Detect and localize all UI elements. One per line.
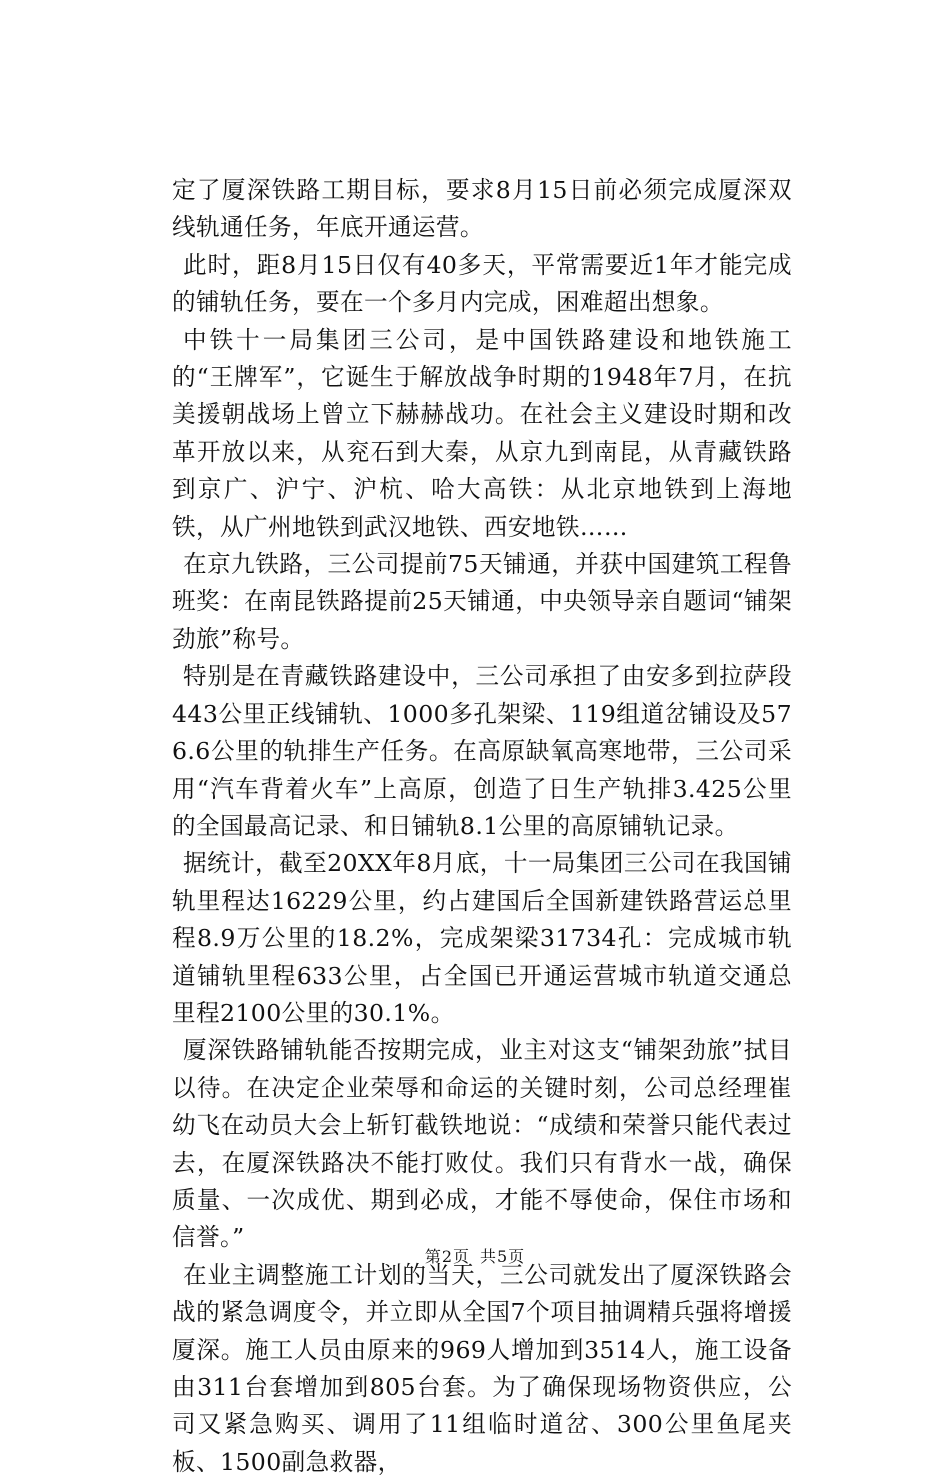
paragraph-3: 中铁十一局集团三公司，是中国铁路建设和地铁施工的“王牌军”，它诞生于解放战争时期的1948年7月，在抗美援朝战场上曾立下赫赫战功。在社会主义建设时期和改革开放以来，从兖石到大秦，从京九到南昆，从青藏铁路到京广、沪宁、沪杭、哈大高铁：从北京地铁到上海地铁，从广州地铁到武汉地铁、西安地铁…… [172, 325, 792, 541]
paragraph-4: 在京九铁路，三公司提前75天铺通，并获中国建筑工程鲁班奖：在南昆铁路提前25天铺通，中央领导亲自题词“铺架劲旅”称号。 [172, 550, 792, 653]
page-number: 第2页 [424, 1247, 470, 1266]
paragraph-5: 特别是在青藏铁路建设中，三公司承担了由安多到拉萨段443公里正线铺轨、1000多孔架梁、119组道岔铺设及576.6公里的轨排生产任务。在高原缺氧高寒地带，三公司采用“汽车背着火车”上高原，创造了日生产轨排3.425公里的全国最高记录、和日铺轨8.1公里的高原铺轨记录。 [172, 662, 792, 840]
paragraph-1: 定了厦深铁路工期目标，要求8月15日前必须完成厦深双线轨通任务，年底开通运营。 [172, 176, 792, 242]
page-footer [0, 1244, 950, 1267]
paragraph-6: 据统计，截至20XX年8月底，十一局集团三公司在我国铺轨里程达16229公里，约占建国后全国新建铁路营运总里程8.9万公里的18.2%，完成架梁31734孔：完成城市轨道铺轨里程633公里，占全国已开通运营城市轨道交通总里程2100公里的30.1%。 [172, 849, 792, 1027]
page-total: 共5页 [480, 1247, 526, 1266]
paragraph-7: 厦深铁路铺轨能否按期完成，业主对这支“铺架劲旅”拭目以待。在决定企业荣辱和命运的关键时刻，公司总经理崔幼飞在动员大会上斩钉截铁地说：“成绩和荣誉只能代表过去，在厦深铁路决不能打败仗。我们只有背水一战，确保质量、一次成优、期到必成，才能不辱使命，保住市场和信誉。” [172, 1036, 792, 1252]
document-body [172, 172, 792, 1481]
paragraph-2: 此时，距8月15日仅有40多天，平常需要近1年才能完成的铺轨任务，要在一个多月内完成，困难超出想象。 [172, 250, 792, 317]
paragraph-8: 在业主调整施工计划的当天，三公司就发出了厦深铁路会战的紧急调度令，并立即从全国7个项目抽调精兵强将增援厦深。施工人员由原来的969人增加到3514人，施工设备由311台套增加到805台套。为了确保现场物资供应，公司又紧急购买、调用了11组临时道岔、300公里鱼尾夹板、1500副急救器， [172, 1260, 792, 1476]
